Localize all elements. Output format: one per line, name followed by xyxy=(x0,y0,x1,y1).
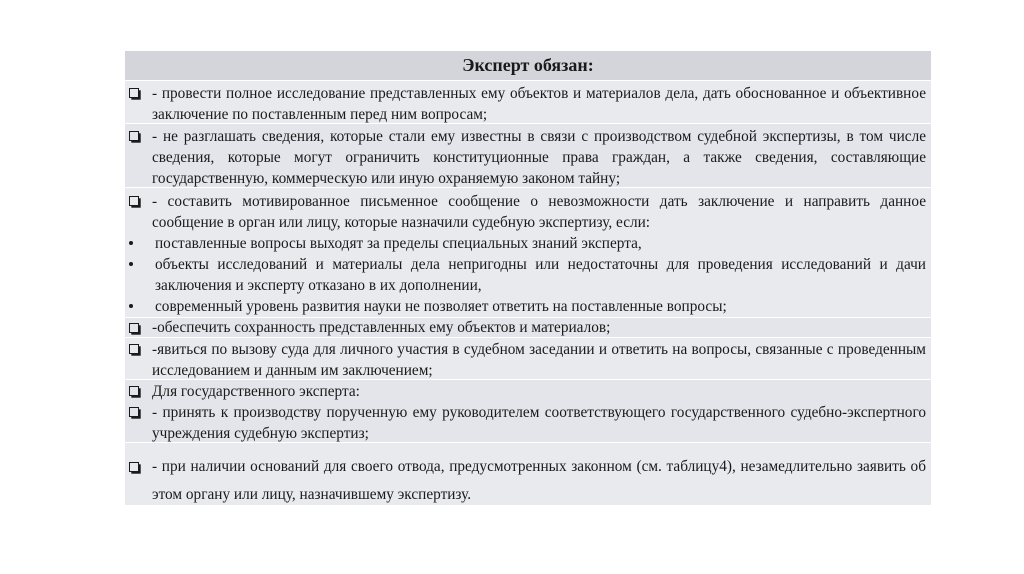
table-row xyxy=(125,188,931,318)
list-item xyxy=(125,453,930,509)
item-text: - провести полное исследование представленных ему объектов и материалов дела, дать обоснованное и объективное заключение по поставленным перед ним вопросам; xyxy=(152,85,926,123)
list-item xyxy=(125,339,930,381)
checkbox-bullet-icon xyxy=(129,131,139,141)
obligations-table xyxy=(125,51,931,506)
dot-bullet-icon xyxy=(129,304,133,308)
list-item xyxy=(125,233,930,254)
item-text: - принять к производству порученную ему руководителем соответствующего государственного судебно-экспертного учреждения судебную экспертиз; xyxy=(152,404,926,442)
table-row xyxy=(125,124,931,188)
checkbox-bullet-icon xyxy=(129,323,139,333)
item-text: -обеспечить сохранность представленных ему объектов и материалов; xyxy=(152,319,611,336)
item-text: современный уровень развития науки не позволяет ответить на поставленные вопросы; xyxy=(155,298,727,315)
item-text: - при наличии оснований для своего отвода, предусмотренных законном (см. таблицу4), незамедлительно заявить об этом органу или лицу, назначившему экспертизу. xyxy=(152,458,926,503)
checkbox-bullet-icon xyxy=(129,407,139,417)
checkbox-bullet-icon xyxy=(129,88,139,98)
checkbox-bullet-icon xyxy=(129,196,139,206)
table-row xyxy=(125,81,931,124)
item-text: поставленные вопросы выходят за пределы специальных знаний эксперта, xyxy=(155,235,642,252)
table-row xyxy=(125,443,931,506)
item-text: - не разглашать сведения, которые стали ему известны в связи с производством судебной экспертизы, в том числе сведения, которые могут ограничить конституционные права граждан, а также сведения, составляющие государственную, коммерческую или иную охраняемую законом тайну; xyxy=(152,128,926,187)
table-row xyxy=(125,380,931,443)
item-text: Для государственного эксперта: xyxy=(152,383,360,400)
item-text: -явиться по вызову суда для личного участия в судебном заседании и ответить на вопросы, связанные с проведенным исследованием и данным им заключением; xyxy=(152,341,926,379)
checkbox-bullet-icon xyxy=(129,344,139,354)
list-item xyxy=(125,402,930,444)
table-header: Эксперт обязан: xyxy=(125,51,931,81)
list-item xyxy=(125,254,930,296)
list-item xyxy=(125,318,930,338)
checkbox-bullet-icon xyxy=(129,386,139,396)
table-row xyxy=(125,338,931,380)
list-item xyxy=(125,83,930,125)
list-item xyxy=(125,381,930,402)
item-text: объекты исследований и материалы дела непригодны или недостаточны для проведения исследований и дачи заключения и эксперту отказано в их дополнении, xyxy=(155,256,926,294)
list-item xyxy=(125,126,930,189)
item-text: - составить мотивированное письменное сообщение о невозможности дать заключение и направить данное сообщение в орган или лицу, которые назначили судебную экспертизу, если: xyxy=(152,193,926,231)
list-item xyxy=(125,296,930,317)
list-item xyxy=(125,191,930,233)
checkbox-bullet-icon xyxy=(129,462,139,472)
table-row xyxy=(125,318,931,338)
dot-bullet-icon xyxy=(129,241,133,245)
dot-bullet-icon xyxy=(129,262,133,266)
